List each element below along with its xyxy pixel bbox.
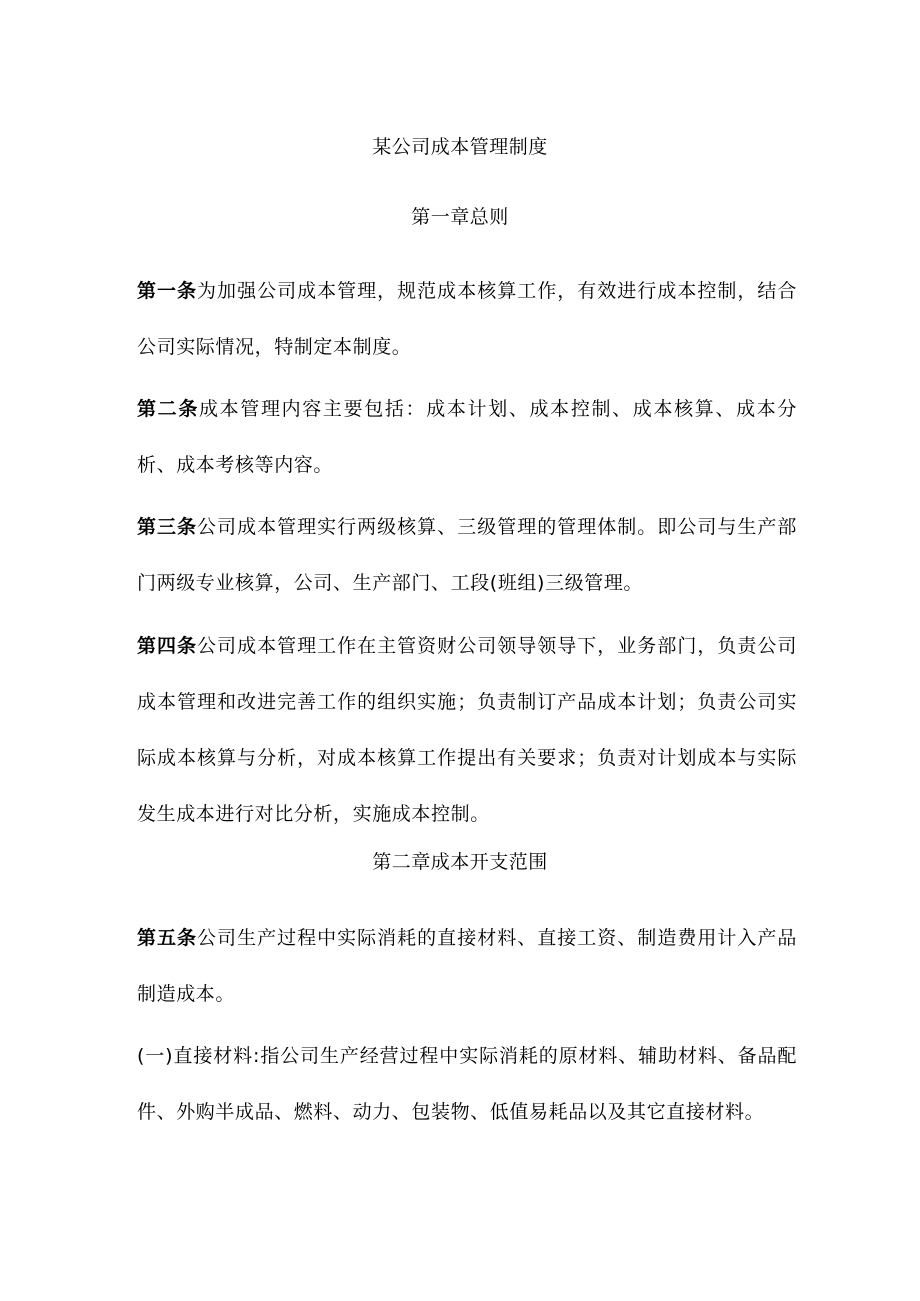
article-3: [137, 499, 797, 611]
article-5-text: 公司生产过程中实际消耗的直接材料、直接工资、制造费用计入产品制造成本。: [137, 927, 797, 1005]
article-4-text: 公司成本管理工作在主管资财公司领导领导下，业务部门，负责公司成本管理和改进完善工作的组织实施；负责制订产品成本计划；负责公司实际成本核算与分析，对成本核算工作提出有关要求；负责对计划成本与实际发生成本进行对比分析，实施成本控制。: [137, 635, 797, 825]
article-5: [137, 910, 797, 1022]
document-title: 某公司成本管理制度: [372, 136, 548, 158]
article-3-label: 第三条: [137, 516, 198, 538]
article-1-text: 为加强公司成本管理，规范成本核算工作，有效进行成本控制，结合公司实际情况，特制定本制度。: [137, 280, 797, 358]
article-1-label: 第一条: [137, 280, 198, 302]
article-5-label: 第五条: [137, 927, 198, 949]
article-3-text: 公司成本管理实行两级核算、三级管理的管理体制。即公司与生产部门两级专业核算，公司、生产部门、工段(班组)三级管理。: [137, 516, 797, 594]
article-1: [137, 263, 797, 375]
chapter-1-heading: 第一章总则: [411, 206, 509, 228]
article-2-text: 成本管理内容主要包括：成本计划、成本控制、成本核算、成本分析、成本考核等内容。: [137, 398, 797, 476]
item-1: [137, 1028, 797, 1140]
article-4-label: 第四条: [137, 635, 198, 657]
article-4: [137, 618, 797, 842]
article-2-label: 第二条: [137, 398, 199, 420]
chapter-2-heading: 第二章成本开支范围: [372, 851, 548, 873]
item-1-text: (一)直接材料:指公司生产经营过程中实际消耗的原材料、辅助材料、备品配件、外购半成品、燃料、动力、包装物、低值易耗品以及其它直接材料。: [137, 1045, 797, 1123]
article-2: [137, 381, 797, 493]
